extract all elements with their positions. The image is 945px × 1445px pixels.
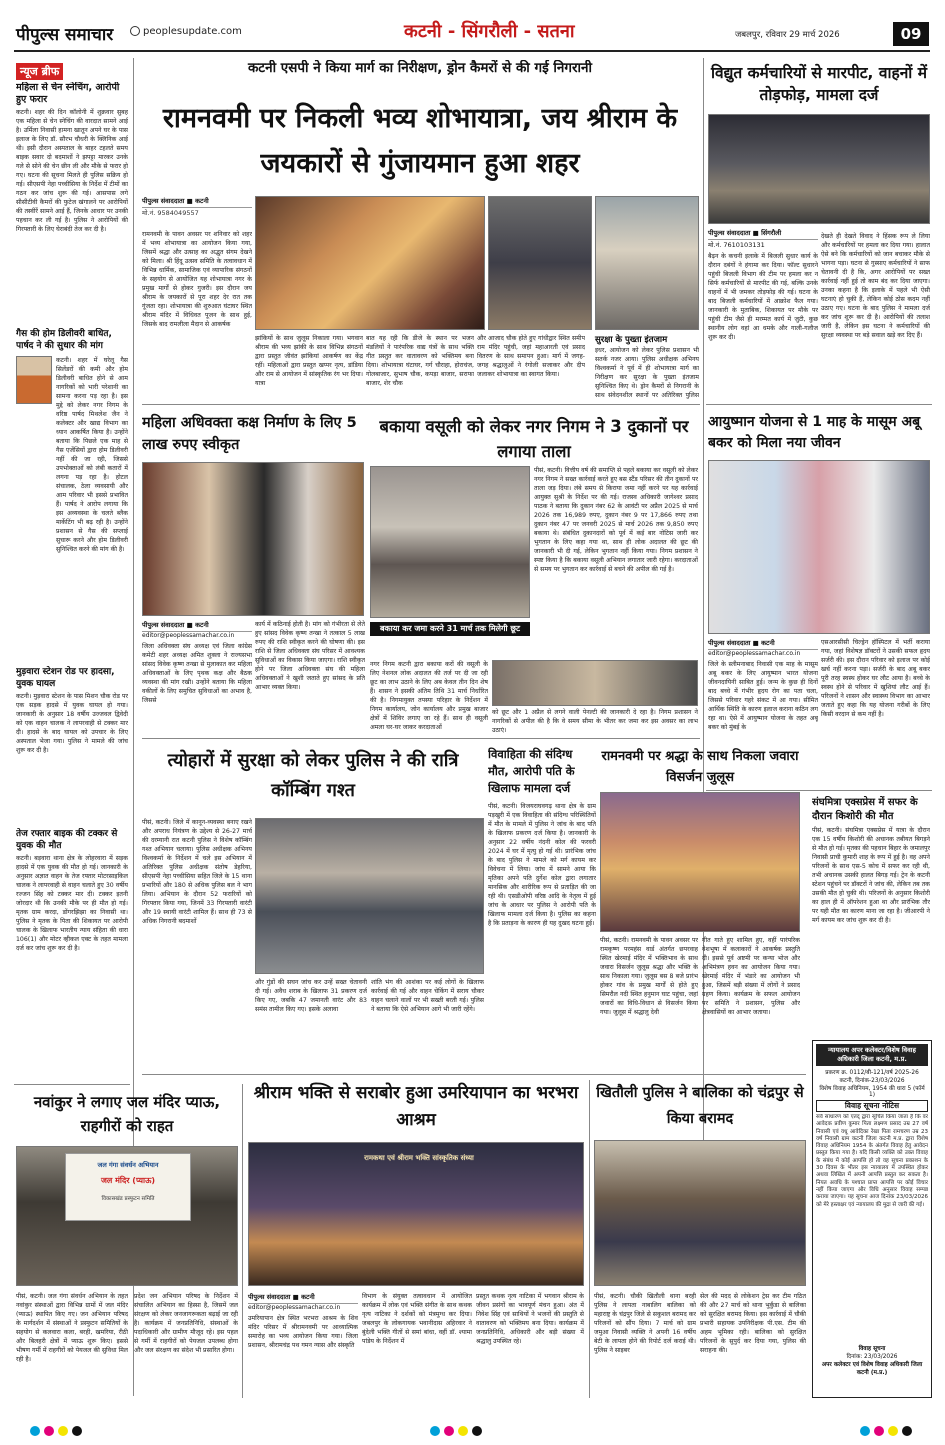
ayushman-headline: आयुष्मान योजना से 1 माह के मासूम अबू बकर को मिला नया जीवन (708, 414, 921, 451)
masthead (0, 0, 945, 56)
jalmandir-headline: नवांकुर ने लगाए जल मंदिर प्याऊ, राहगीरों को राहत (33, 1093, 221, 1135)
marriage-notice (812, 1040, 932, 1398)
news-brief-tag: न्यूज ब्रीफ (16, 63, 63, 80)
brief-item3-title: मुड़वारा स्टेशन रोड पर हादसा, युवक घायल (16, 667, 115, 689)
dues-body: पीसं, कटनी। वित्तीय वर्ष की समाप्ति से पहले बकाया कर वसूली को लेकर नगर निगम ने सख्त कार्रवाई करते हुए बस स्टैंड परिसर की तीन दुकानों पर ताला जड़ दिया। लंबे समय से किराया जमा नहीं करने पर यह कार्रवाई आयुक्त सुश्री के निर्देश पर की गई। राजस्व अधिकारी जागेश्वर प्रसाद पाठक ने बताया कि दुकान नंबर 62 के आवंटी पर अप्रैल 2025 से मार्च 2026 तक 16,989 रुपए, दुकान नंबर 9 पर 17,866 रुपए तथा दुकान नंबर 47 पर जनवरी 2025 से मार्च 2026 तक 9,850 रुपए बकाया थे। संबंधित दुकानदारों को पूर्व में कई बार नोटिस जारी कर भुगतान के लिए कहा गया था, साथ ही लोक अदालत की छूट की जानकारी भी दी गई, लेकिन भुगतान नहीं किया गया। निगम प्रशासन ने स्पष्ट किया है कि बकाया वसूली अभियान लगातार जारी रहेगा। करदाताओं से समय पर भुगतान कर कार्रवाई से बचने की अपील की गई है। (534, 467, 698, 573)
dues-headline: बकाया वसूली को लेकर नगर निगम ने 3 दुकानों पर लगाया ताला (379, 417, 689, 461)
khitoli-body-col2: सेल की मदद से लोकेशन ट्रेस कर टीम गठित की और 27 मार्च को थाना भुर्कुंडा से बालिका को सुरक्षित बरामद किया। इस कार्रवाई में चौकी प्रभारी सहायक उपनिरीक्षक पी.एस. टीम की अहम भूमिका रही। बालिका को सुरक्षित परिजनों के सुपुर्द कर दिया गया, पुलिस की सराहना की। (700, 1293, 806, 1354)
jalmandir-poster (65, 1153, 191, 1221)
mobile-number: मो.नं. 7610103131 (708, 239, 818, 249)
train-headline: संघमित्रा एक्सप्रेस में सफर के दौरान किशोरी की मौत (812, 797, 918, 822)
jawara-body-col1: पीसं, कटनी। रामनवमी के पावन अवसर पर रामकृष्ण परमहंस वार्ड अंतर्गत छपरवाह स्थित खेरमाई मंदिर में भक्तिभाव के साथ जवारा विसर्जन जुलूस श्रद्धा और भक्ति के साथ निकाला गया। जुलूस बस 8 बजे प्रारंभ होकर गांव के प्रमुख मार्गों से होते हुए सिमरौल नदी स्थित हनुमान घाट पहुंचा, जहां जवारों का विधि-विधान से विसर्जन किया गया। जुलूस में श्रद्धालु देवी (600, 937, 698, 1016)
notice-act: विशेष विवाह अधिनियम, 1954 की धारा 5 (फॉर्म 1) (819, 1086, 925, 1098)
police-combing-photo (255, 818, 484, 974)
ashram-body-col3: प्रस्तुत कथक नृत्य नाटिका में भगवान श्रीराम के जीवन प्रसंगों का भावपूर्ण मंचन हुआ। अंत में निवेश सिंह एवं साथियों ने भजनों की प्रस्तुति से वातावरण को भक्तिमय बना दिया। कार्यक्रम में जनप्रतिनिधि, अधिकारी और बड़ी संख्या में श्रद्धालु उपस्थित रहे। (476, 1293, 584, 1345)
police-inspection-photo (595, 196, 699, 330)
ashram-headline: श्रीराम भक्ति से सराबोर हुआ उमरियापान का भरभरा आश्रम (253, 1083, 579, 1130)
notice-title: विवाह सूचना नोटिस (816, 1100, 928, 1112)
ayushman-byline (708, 638, 818, 657)
notice-date: कटनी, दिनांक-23/03/2026 (839, 1078, 905, 1084)
lawyer-byline (142, 620, 252, 639)
brief-item2-title: गैस की होम डिलीवरी बाधित, पार्षद ने की सुधार की मांग (16, 329, 112, 351)
main-body-col2: झांकियों के साथ जुलूस निकाला गया। भगवान श्रीराम की भव्य झांकी के साथ विभिन्न संगठनों द्वारा प्रस्तुत जीवंत झांकियां आकर्षण का केंद्र रहीं। महिलाओं द्वारा प्रस्तुत खप्पर नृत्य, डांडिया और राम से आयोजन में सांस्कृतिक रंग भर दिया। यात्रा (255, 335, 363, 387)
page-number: 09 (893, 22, 929, 46)
jawara-photo (600, 792, 800, 932)
lawyer-photo (142, 462, 364, 616)
jawara-body-col2: गीत गाते हुए शामिल हुए, वहीं पारंपरिक वेशभूषा में कलाकारों ने आकर्षक प्रस्तुति दी। इससे पूर्व अष्टमी पर कन्या भोज और अभिमंत्रण हवन का आयोजन किया गया। खेरमाई मंदिर में भंडारे का आयोजन भी हुआ, जिसमें बड़ी संख्या में लोगों ने प्रसाद ग्रहण किया। कार्यक्रम के सफल आयोजन पर समिति ने प्रशासन, पुलिस और क्षेत्रवासियों का आभार जताया। (702, 937, 800, 1016)
khitoli-body-col1: पीसं, कटनी। चौकी खितौली थाना बरही पुलिस ने लापता नाबालिग बालिका को महाराष्ट्र के चंद्रपुर जिले से सकुशल बरामद कर परिजनों को सौंप दिया। 7 मार्च को ग्राम जमुआ निवासी व्यक्ति ने अपनी 16 वर्षीय बेटी के लापता होने की रिपोर्ट दर्ज कराई थी। पुलिस ने साइबर (594, 1293, 696, 1354)
shop-seal-photo (370, 466, 530, 618)
byline-text: पीपुल्स संवाददाता ■ कटनी (142, 197, 209, 205)
poster-org: विकासखंड प्रस्फुटन समिति (101, 1196, 155, 1202)
shobhayatra-photo-1 (255, 196, 485, 330)
electric-headline: विद्युत कर्मचारियों से मारपीट, वाहनों में तोड़फोड़, मामला दर्ज (711, 64, 927, 104)
ashram-body-col1: उमरियापान क्षेत्र स्थित भरभरा आश्रम के शिव मंदिर परिसर में श्रीरामनवमी पर आध्यात्मिक समारोह का भव्य आयोजन किया गया। जिला प्रशासन, श्रीरामचंद्र पथ गमन न्यास और संस्कृति (248, 1315, 358, 1349)
jawara-headline: रामनवमी पर श्रद्धा के साथ निकला जवारा विसर्जन जुलूस (601, 749, 799, 785)
main-headline: रामनवमी पर निकली भव्य शोभायात्रा, जय श्रीराम के जयकारों से गुंजायमान हुआ शहर (162, 103, 678, 179)
police-body-col3: शांति भंग की आशंका पर कई लोगों के खिलाफ कार्रवाई की गई और वाहन चेकिंग में सराय चौकर वाहन चलाने वालों पर भी सख्ती बरती गई। पुलिस ने बताया कि ऐसे अभियान आगे भी जारी रहेंगे। (371, 979, 484, 1013)
email-link[interactable]: editor@peoplessamachar.co.in (708, 649, 818, 657)
poster-title: जल गंगा संवर्धन अभियान (97, 1161, 159, 1169)
notice-case-no: प्रकरण क्र. 0112/बी-121/वर्ष 2025-26 (825, 1070, 919, 1076)
electric-body-col2: देखते ही देखते विवाद ने हिंसक रूप ले लिया और कर्मचारियों पर हमला कर दिया गया। हालात ऐसे बने कि कर्मचारियों को जान बचाकर मौके से भागना पड़ा। घटना से गुस्साए कर्मचारियों ने साफ चेतावनी दी है कि, अगर आरोपियों पर सख्त कार्रवाई नहीं हुई तो काम बंद कर दिया जाएगा। उनका कहना है कि इलाके में पहले भी ऐसी घटनाएं हो चुकी हैं, लेकिन कोई ठोस कदम नहीं उठाए गए। घटना के बाद पुलिस ने मामला दर्ज कर जांच शुरू कर दी है। आरोपियों की तलाश जारी है, लेकिन इस घटना ने कर्मचारियों की सुरक्षा व्यवस्था पर बड़े सवाल खड़े कर दिए हैं। (821, 233, 930, 339)
police-headline: त्योहारों में सुरक्षा को लेकर पुलिस ने की रात्रि कॉम्बिंग गश्त (167, 750, 459, 801)
registration-strip (0, 1418, 945, 1445)
main-body-col3: बात यह रही कि डीजे के स्थान पर भजन मंडलियों ने पारंपरिक वाद्य यंत्रों के साथ भक्ति गीत प्रस्तुत कर वातावरण को भक्तिमय बना दिया। शोभायात्रा घंटाघर, गर्ग चौराहा, होराचंज, गोलबाजार, सुभाष चौक, कपड़ा बाजार, सराफा बाजार, शेर चौक (366, 335, 474, 387)
lawyer-body-col1: जिला अधिवक्ता संघ अध्यक्ष एवं जिला कांग्रेस कमेटी शहर अध्यक्ष अमित शुक्ला ने राज्यसभा सांसद विवेक कृष्ण तन्खा से मुलाकात कर महिला अधिवक्ताओं के लिए पृथक कक्ष और बैठक व्यवस्था की मांग रखी। उन्होंने बताया कि महिला वकीलों के लिए समुचित सुविधाओं का अभाव है, जिससे (142, 643, 252, 704)
jalmandir-body-col2: प्रदेश जन अभियान परिषद के निर्देशन में संचालित अभियान का हिस्सा है, जिसमें जल संरक्षण को लेकर जनजागरूकता बढ़ाई जा रही है। कार्यक्रम में जनप्रतिनिधि, संस्थाओं के पदाधिकारी और ग्रामीण मौजूद रहे। इस पहल से गर्मी में राहगीरों को पेयजल उपलब्ध होगा और जल संरक्षण का संदेश भी प्रसारित होगा। (134, 1293, 238, 1354)
main-body-col5: इधर, आयोजन को लेकर पुलिस प्रशासन भी सतर्क नजर आया। पुलिस अधीक्षक अभिनय विश्वकर्मा ने पूर्व में ही शोभायात्रा मार्ग का निरीक्षण कर सुरक्षा के पुख्ता इंतजाम सुनिश्चित किए थे। ड्रोन कैमरों से निगरानी के साथ संवेदनशील स्थानों पर अतिरिक्त पुलिस (595, 347, 699, 399)
rebate-banner: बकाया कर जमा करने 31 मार्च तक मिलेगी छूट (370, 622, 530, 636)
email-link[interactable]: editor@peoplessamachar.co.in (142, 631, 252, 639)
electric-body-col1: बैढ़न के कचनी इलाके में बिजली सुधार कार्य के दौरान दबंगों ने हंगामा कर दिया। फॉल्ट सुधारने पहुंची बिजली विभाग की टीम पर हमला कर न सिर्फ कर्मचारियों से मारपीट की गई, बल्कि उनके वाहनों में भी जमकर तोड़फोड़ की गई। घटना के बाद बिजली कर्मचारियों में आक्रोश फैल गया। जानकारी के मुताबिक, शिकायत पर मौके पर पहुंची टीम जैसे ही मरम्मत कार्य में जुटी, कुछ स्थानीय लोग वहां आ धमके और गाली-गलौज शुरू कर दी। (708, 253, 818, 341)
jalmandir-body-col1: पीसं, कटनी। जल गंगा संवर्धन अभियान के तहत नवांकुर संस्थाओं द्वारा विभिन्न ग्रामों में जल मंदिर (प्याऊ) स्थापित किए गए। जन अभियान परिषद के मार्गदर्शन में संस्थाओं ने प्रस्फुटन समितियों के सहयोग से कलवारा कला, बरही, खमरिया, रीठी और बिलहरी क्षेत्रों में प्याऊ शुरू किए। इससे भीषण गर्मी में राहगीरों को पेयजल की सुविधा मिल रही है। (16, 1293, 128, 1363)
dateline: जबलपुर, रविवार 29 मार्च 2026 (735, 30, 840, 40)
khitoli-photo (594, 1140, 806, 1286)
byline-text: पीपुल्स संवाददाता ■ कटनी (248, 1293, 315, 1301)
rebate-photo (492, 660, 698, 706)
main-byline (142, 196, 252, 217)
electric-photo (708, 114, 930, 224)
notice-footer-1: विवाह सूचना (858, 1346, 886, 1352)
masthead-divider (14, 50, 930, 52)
notice-footer-3: अपर कलेक्टर एवं विशेष विवाह अधिकारी जिला कटनी (म.प्र.) (821, 1362, 923, 1376)
police-body-col2: और गुंडों की सघन जांच कर उन्हें सख्त चेतावनी दी गई। अवैध शराब के खिलाफ 31 प्रकरण दर्ज किए गए, जबकि 47 जमानती वारंट और 83 समंस तामील किए गए। इसके अलावा (255, 979, 367, 1013)
ayushman-photo (708, 460, 930, 634)
main-kicker: कटनी एसपी ने किया मार्ग का निरीक्षण, ड्रोन कैमरों से की गई निगरानी (247, 60, 593, 76)
ayushman-body-col1: जिले के स्लीमनाबाद निवासी एक माह के मासूम अबू बकर के लिए आयुष्मान भारत योजना जीवनदायिनी साबित हुई। जन्म के कुछ ही दिनों बाद बच्चे में गंभीर हृदय रोग का पता चला, जिससे परिवार गहरे संकट में आ गया। सीमित आर्थिक स्थिति के कारण इलाज कराना कठिन लग रहा था। ऐसे में आयुष्मान योजना के तहत अबू बकर को मुंबई के (708, 661, 818, 731)
brief-item4-body: कटनी। बड़वारा थाना क्षेत्र के लोहरवारा में सड़क हादसे में एक युवक की मौत हो गई। जानकारी के अनुसार अज्ञात वाहन के तेज रफ्तार मोटरसाइकिल चालक ने लापरवाही से वाहन चलाते हुए 30 वर्षीय रज्जन सिंह को टक्कर मार दी। टक्कर इतनी जोरदार थी कि उनकी मौके पर ही मौत हो गई। मृतक ग्राम करदा, डोंगरझिझा का निवासी था। पुलिस ने मृतक के पिता की शिकायत पर आरोपी चालक के खिलाफ भारतीय न्याय संहिता की धारा 106(1) और मोटर व्हीकल एक्ट के तहत मामला दर्ज कर जांच शुरू कर दी है। (16, 855, 128, 952)
brief-item1-title: महिला से चेन स्नेचिंग, आरोपी हुए फरार (16, 82, 120, 105)
masthead-brand: पीपुल्स समाचार (16, 25, 114, 45)
byline-text: पीपुल्स संवाददाता ■ सिंगरौली (708, 229, 782, 237)
ashram-banner: रामकथा एवं श्रीराम भक्ति सांस्कृतिक संध्या (364, 1154, 474, 1162)
dowry-body: पीसं, कटनी। विजयराघवगढ़ थाना क्षेत्र के ग्राम पड़खुरी में एक विवाहिता की संदिग्ध परिस्थितियों में मौत के मामले में पुलिस ने जांच के बाद पति के खिलाफ प्रकरण दर्ज किया है। जानकारी के अनुसार 22 वर्षीय नंदनी कोल की फरवरी 2024 में घर में मृत्यु हो गई थी। प्रारंभिक जांच के बाद पुलिस ने मामले को मर्ग कायम कर विवेचना में लिया। जांच में सामने आया कि मृतिका अपने पति दुर्गेश कोल द्वारा लगातार मानसिक और शारीरिक रूप से प्रताड़ित की जा रही थी। एसडीओपी वरिष्ठ आदि के नेतृत्व में हुई जांच के आधार पर पुलिस ने आरोपी पति के खिलाफ मामला दर्ज किया है। पुलिस का कहना है कि प्रताड़ना के कारण ही यह दुखद घटना हुई। (488, 803, 596, 927)
email-link[interactable]: editor@peoplessamachar.co.in (248, 1303, 358, 1311)
poster-subtitle: जल मंदिर (प्याऊ) (100, 1176, 156, 1185)
mobile-number: मो.नं. 9584049557 (142, 207, 252, 217)
khitoli-headline: खितौली पुलिस ने बालिका को चंद्रपुर से किया बरामद (596, 1085, 804, 1127)
lawyer-body-col2: कार्य में कठिनाई होती है। मांग को गंभीरता से लेते हुए सांसद विवेक कृष्ण तन्खा ने तत्काल 5 लाख रुपए की राशि स्वीकृत करने की घोषणा की। इस राशि से जिला अधिवक्ता संघ परिसर में आवश्यक सुविधाओं का विकास किया जाएगा। राशि स्वीकृत होने पर जिला अधिवक्ता संघ की महिला अधिवक्ताओं ने खुशी जताते हुए सांसद के प्रति आभार व्यक्त किया। (255, 621, 365, 691)
electric-byline (708, 228, 818, 249)
edition-label: कटनी - सिंगरौली - सतना (404, 21, 575, 42)
notice-court-heading: न्यायालय अपर कलेक्टर/विशेष विवाह अधिकारी जिला कटनी, म.प्र. (816, 1044, 928, 1066)
ayushman-body-col2: एसआरसीसी चिल्ड्रेन हॉस्पिटल में भर्ती कराया गया, जहां विशेषज्ञ डॉक्टरों ने उसकी सफल हृदय सर्जरी की। इस दौरान परिवार को इलाज पर कोई खर्च नहीं करना पड़ा। सर्जरी के बाद अबू बकर पूरी तरह स्वस्थ होकर घर लौट आया है। बच्चे के स्वस्थ होने से परिवार में खुशियां लौट आई हैं। परिजनों ने शासन और स्वास्थ्य विभाग का आभार जताते हुए कहा कि यह योजना गरीबों के लिए किसी वरदान से कम नहीं है। (821, 639, 930, 718)
security-subhead: सुरक्षा के पुख्ता इंतजाम (595, 335, 668, 345)
main-body-col1: रामनवमी के पावन अवसर पर शनिवार को शहर में भव्य शोभायात्रा का आयोजन किया गया, जिसमें श्रद्धा और उत्साह का अद्भुत संगम देखने को मिला। श्री हिंदू उत्सव समिति के तत्वावधान में विभिन्न धार्मिक, सामाजिक एवं व्यापारिक संगठनों के सहयोग से आयोजित यह शोभायात्रा नगर के प्रमुख मार्गों से होकर गुजरी। इस दौरान जय श्रीराम के जयकारों से पूरा शहर देर रात तक गूंजता रहा। शोभायात्रा की शुरुआत घंटाघर स्थित श्रीराम मंदिर में विधिवत पूजन के साथ हुई, जिसके बाद रामलीला मैदान से आकर्षक (142, 231, 252, 328)
dowry-headline: विवाहिता की संदिग्ध मौत, आरोपी पति के खिलाफ मामला दर्ज (488, 747, 575, 795)
jalmandir-photo (16, 1146, 238, 1286)
rebate-body-col1: नगर निगम कटनी द्वारा बकाया करों की वसूली के लिए नेशनल लोक अदालत की तर्ज पर दी जा रही छूट का लाभ उठाने के लिए अब केवल तीन दिन शेष हैं। शासन ने इसकी अंतिम तिथि 31 मार्च निर्धारित की है। निगमायुक्त तपस्या परिहार के निर्देशन में निगम कार्यालय, जोन कार्यालय और प्रमुख बाजार क्षेत्रों में शिविर लगाए जा रहे हैं। साथ ही वसूली अमला घर-घर जाकर करदाताओं (370, 661, 488, 731)
brief-item1-body: कटनी। शहर की दिन कॉलोनी में शुक्रवार सुबह एक महिला से चेन स्नेचिंग की वारदात सामने आई है। उर्मिला निवासी हामना खातून अपने घर के पास इलाज के लिए डॉ. सौरभ चौधरी के क्लिनिक आई थी। इसी दौरान अस्पताल के बाहर टहलते समय बाइक सवार दो बदमाशों ने झपट्टा मारकर उनके गले से सोने की चेन छीन ली और मौके से फरार हो गए। घटना की सूचना मिलते ही पुलिस सक्रिय हो गई। सीएसपी नेहा पच्चीसिया के निर्देश में टीमों का गठन कर जांच शुरू की गई। आसपास लगे सीसीटीवी कैमरों की फुटेज खंगालने पर आरोपियों की तस्वीरें सामने आई हैं, जिनके आधार पर उनकी पहचान कर ली गई है। पुलिस ने आरोपियों की गिरफ्तारी के लिए घेराबंदी तेज कर दी है। (16, 109, 128, 233)
ashram-body-col2: विभाग के संयुक्त तत्वावधान में आयोजित कार्यक्रम में लोक एवं भक्ति संगीत के साथ कथक नृत्य नाटिका ने दर्शकों को मंत्रमुग्ध कर दिया। जबलपुर के लोकगायक भवानीदास अहिरवार ने बुंदेली भक्ति गीतों से समां बांधा, वहीं डॉ. श्यामा पांडेय के निर्देशन में (362, 1293, 472, 1345)
globe-icon (130, 26, 140, 36)
ashram-byline (248, 1292, 358, 1311)
masthead-website[interactable]: peoplesupdate.com (143, 26, 242, 37)
councillor-photo (16, 356, 52, 404)
main-body-col4: और आजाद चौक होते हुए गांधीद्वार स्थित समीप राम मंदिर पहुंची, जहां महाआरती एवं प्रसाद वितरण के साथ समापन हुआ। मार्ग में जगह-जगह श्रद्धालुओं ने रंगोली सजाकर और दीप जलाकर शोभायात्रा का स्वागत किया। (477, 335, 585, 378)
rebate-body-col2: को छूट और 1 अप्रैल से लगने वाली पेनल्टी की जानकारी दे रहा है। निगम प्रशासन ने नागरिकों से अपील की है कि वे समय सीमा के भीतर कर जमा कर इस अवसर का लाभ उठाएं। (492, 709, 698, 734)
shobhayatra-photo-2 (488, 196, 592, 330)
brief-item4-title: तेज रफ्तार बाइक की टक्कर से युवक की मौत (16, 829, 118, 851)
news-brief (16, 60, 128, 1080)
train-body: पीसं, कटनी। संघमित्रा एक्सप्रेस में यात्रा के दौरान एक 15 वर्षीय किशोरी की अचानक तबीयत बिगड़ने से मौत हो गई। मृतका की पहचान बिहार के जमालपुर निवासी प्राची कुमारी शाह के रूप में हुई है। वह अपने परिजनों के साथ एस-5 कोच में सफर कर रही थी, तभी अचानक उसकी हालत बिगड़ गई। ट्रेन के कटनी स्टेशन पहुंचने पर डॉक्टरों ने जांच की, लेकिन तब तक उसकी मौत हो चुकी थी। परिजनों के अनुसार किशोरी का हाल ही में ऑपरेशन हुआ था और प्रारंभिक तौर पर यही मौत का कारण माना जा रहा है। जीआरपी ने मर्ग कायम कर जांच शुरू कर दी है। (812, 827, 930, 924)
ashram-photo (248, 1142, 584, 1286)
brief-item3-body: कटनी। मुड़वारा स्टेशन के पास मिशन चौक रोड पर एक सड़क हादसे में युवक घायल हो गया। जानकारी के अनुसार 18 वर्षीय उज्जवल द्विवेदी को एक वाहन चालक ने लापरवाही से टक्कर मार दी। हादसे के बाद घायल को उपचार के लिए अस्पताल भेजा गया। पुलिस ने मामले की जांच शुरू कर दी है। (16, 693, 128, 754)
police-body-col1: पीसं, कटनी। जिले में कानून-व्यवस्था बनाए रखने और अपराध नियंत्रण के उद्देश्य से 26-27 मार्च की दरम्यानी रात कटनी पुलिस ने विशेष कॉम्बिंग गश्त अभियान चलाया। पुलिस अधीक्षक अभिनय विश्वकर्मा के निर्देशन में चले इस अभियान में अतिरिक्त पुलिस अधीक्षक संतोष डेहरिया, सीएसपी नेहा पच्चीसिया सहित जिले के 15 थाना प्रभारियों और 180 से अधिक पुलिस बल ने भाग लिया। अभियान के दौरान 52 फरारियों को गिरफ्तार किया गया, जिनमें 33 गिरफ्तारी वारंटी और 19 स्थायी वारंटी शामिल हैं। साथ ही 73 से अधिक निगरानी बदमाशों (142, 819, 252, 925)
notice-footer-2: दिनांक: 23/03/2026 (846, 1354, 898, 1360)
byline-text: पीपुल्स संवाददाता ■ कटनी (142, 621, 209, 629)
lawyer-headline: महिला अधिवक्ता कक्ष निर्माण के लिए 5 लाख रुपए स्वीकृत (142, 415, 357, 453)
notice-body: सर्व साधारण को एतद् द्वारा सूचित किया जाता है कि वर आवेदक प्रवीण कुमार पिता लक्ष्मण प्रसाद उम्र 27 वर्ष निवासी एवं वधू आवेदिका रेखा पिता रामचरण उम्र 23 वर्ष निवासी ग्राम कटनी जिला कटनी म.प्र. द्वारा विशेष विवाह अधिनियम 1954 के अंतर्गत विवाह हेतु आवेदन प्रस्तुत किया गया है। यदि किसी व्यक्ति को उक्त विवाह के संबंध में कोई आपत्ति हो तो वह सूचना प्रकाशन के 30 दिवस के भीतर इस न्यायालय में उपस्थित होकर अथवा लिखित में अपनी आपत्ति प्रस्तुत कर सकता है। नियत अवधि के पश्चात प्राप्त आपत्ति पर कोई विचार नहीं किया जाएगा और विधि अनुसार विवाह सम्पन्न कराया जाएगा। यह सूचना आज दिनांक 23/03/2026 को मेरे हस्ताक्षर एवं न्यायालय की मुद्रा से जारी की गई। (816, 1114, 928, 1208)
byline-text: पीपुल्स संवाददाता ■ कटनी (708, 639, 775, 647)
brief-item2-body: कटनी। शहर में घरेलू गैस सिलेंडरों की कमी और होम डिलीवरी बाधित होने से आम नागरिकों को भारी परेशानी का सामना करना पड़ रहा है। इस मुद्दे को लेकर नगर निगम के वरिष्ठ पार्षद मिथलेश जैन ने कलेक्टर और खाद्य विभाग का ध्यान आकर्षित किया है। उन्होंने बताया कि पिछले एक माह से गैस एजेंसियों द्वारा होम डिलीवरी नहीं की जा रही, जिससे उपभोक्ताओं को लंबी कतारों में लगना पड़ रहा है। होटल संचालक, ठेला व्यवसायी और आम परिवार भी इससे प्रभावित हैं। पार्षद ने आरोप लगाया कि इस अव्यवस्था के चलते ब्लैक मार्केटिंग भी बढ़ रही है। उन्होंने प्रशासन से गैस की सप्लाई सुचारू करने और होम डिलीवरी सुनिश्चित करने की मांग की है। (56, 357, 128, 553)
